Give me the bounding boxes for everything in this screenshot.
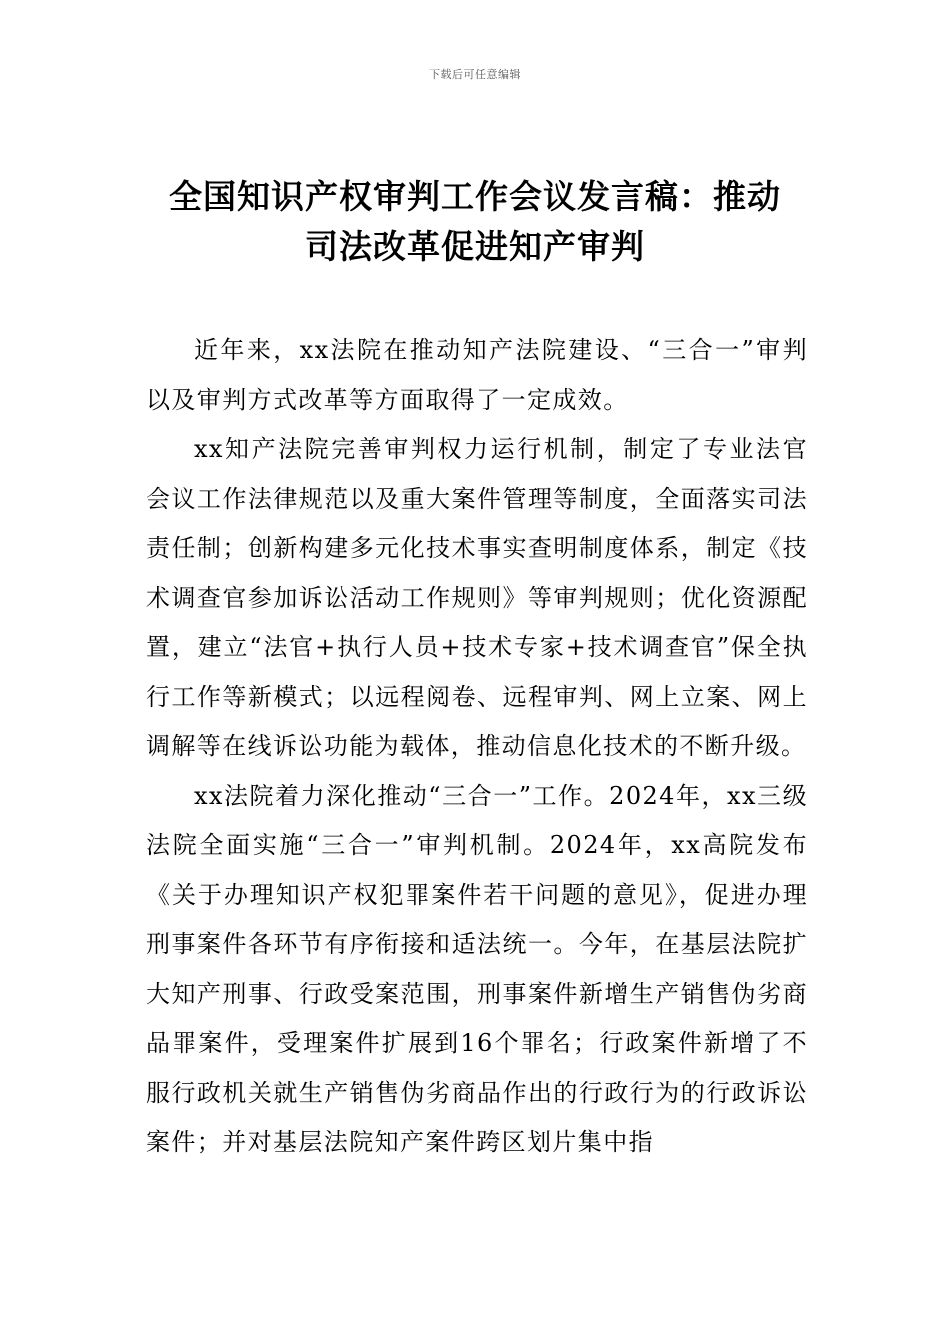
paragraph-3: xx法院着力深化推动“三合一”工作。2024年，xx三级法院全面实施“三合一”审判机制。2024年，xx高院发布《关于办理知识产权犯罪案件若干问题的意见》，促进办理刑事案件各环节有序衔接和适法统一。今年，在基层法院扩大知产刑事、行政受案范围，刑事案件新增生产销售伪劣商品罪案件，受理案件扩展到16个罪名；行政案件新增了不服行政机关就生产销售伪劣商品作出的行政行为的行政诉讼案件；并对基层法院知产案件跨区划片集中指 [146,781,808,1156]
title-line-1: 全国知识产权审判工作会议发言稿：推动 [169,177,781,216]
title-line-2: 司法改革促进知产审判 [305,227,645,266]
document-body [146,326,808,1168]
paragraph-2: xx知产法院完善审判权力运行机制，制定了专业法官会议工作法律规范以及重大案件管理等制度，全面落实司法责任制；创新构建多元化技术事实查明制度体系，制定《技术调查官参加诉讼活动工作规则》等审判规则；优化资源配置，建立“法官+执行人员+技术专家+技术调查官”保全执行工作等新模式；以远程阅卷、远程审判、网上立案、网上调解等在线诉讼功能为载体，推动信息化技术的不断升级。 [146,435,808,760]
paragraph-1: 近年来，xx法院在推动知产法院建设、“三合一”审判以及审判方式改革等方面取得了一定成效。 [146,336,808,414]
document-title [140,172,810,272]
header-note: 下载后可任意编辑 [429,68,521,81]
